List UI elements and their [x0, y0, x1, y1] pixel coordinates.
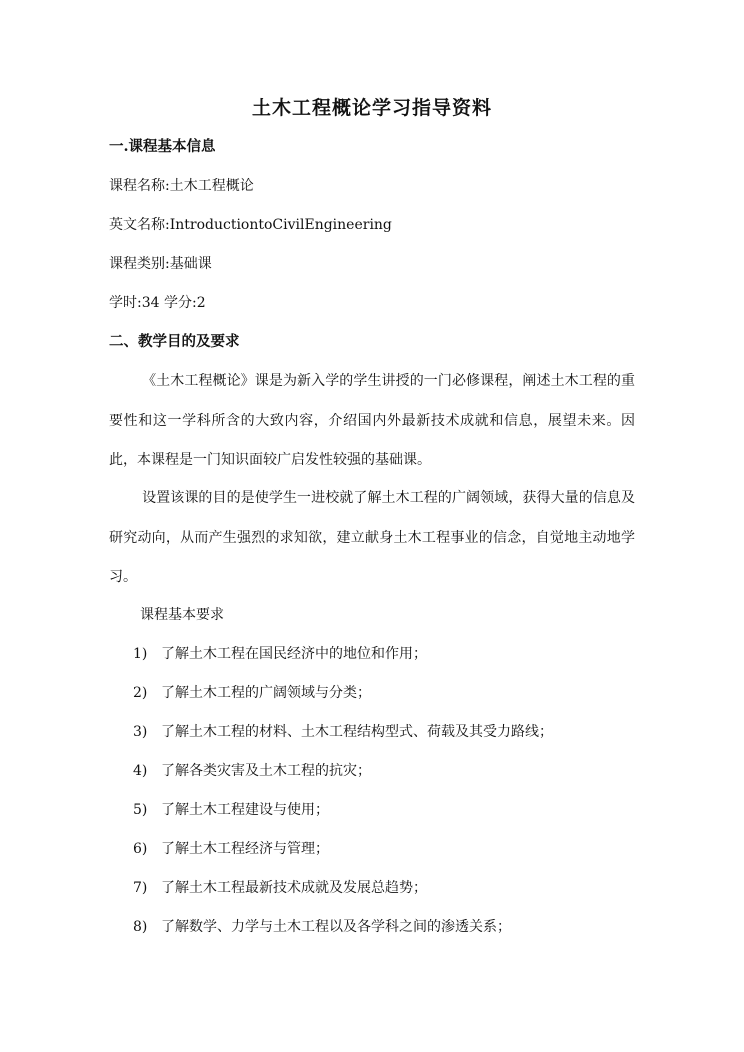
requirement-text: 了解土木工程的广阔领域与分类； — [161, 685, 371, 701]
section1-heading: 一.课程基本信息 — [109, 138, 216, 155]
course-name: 课程名称:土木工程概论 — [109, 178, 254, 194]
requirement-number: 2) — [133, 685, 148, 701]
requirement-text: 了解数学、力学与土木工程以及各学科之间的渗透关系； — [161, 919, 511, 935]
requirements-title: 课程基本要求 — [140, 607, 224, 623]
section2-heading: 二、教学目的及要求 — [109, 333, 240, 350]
paragraph-intro-text: 《土木工程概论》课是为新入学的学生讲授的一门必修课程，阐述土木工程的重要性和这一学科所含的大致内容，介绍国内外最新技术成就和信息，展望未来。因此，本课程是一门知识面较广启发性较强的基础课。 — [109, 373, 635, 468]
requirement-item — [133, 839, 329, 859]
paragraph-purpose-text: 设置该课的目的是使学生一进校就了解土木工程的广阔领域，获得大量的信息及研究动向，从而产生强烈的求知欲，建立献身土木工程事业的信念，自觉地主动地学习。 — [109, 490, 635, 585]
requirement-item — [133, 800, 329, 820]
requirement-item — [133, 878, 427, 898]
requirement-item — [133, 683, 371, 703]
requirement-text: 了解土木工程的材料、土木工程结构型式、荷载及其受力路线； — [161, 724, 553, 740]
requirement-item — [133, 644, 427, 664]
hours-credits: 学时:34 学分:2 — [109, 295, 206, 311]
document-title: 土木工程概论学习指导资料 — [251, 97, 492, 119]
requirement-item — [133, 761, 371, 781]
requirement-number: 7) — [133, 880, 148, 896]
paragraph-purpose — [109, 479, 635, 598]
requirement-number: 8) — [133, 919, 148, 935]
requirement-number: 5) — [133, 802, 148, 818]
requirement-item — [133, 722, 553, 742]
paragraph-intro — [109, 362, 635, 481]
requirement-text: 了解各类灾害及土木工程的抗灾； — [161, 763, 371, 779]
english-name: 英文名称:IntroductiontoCivilEngineering — [109, 217, 392, 233]
requirement-number: 3) — [133, 724, 148, 740]
requirement-text: 了解土木工程建设与使用； — [161, 802, 329, 818]
requirement-number: 4) — [133, 763, 148, 779]
requirement-item — [133, 917, 511, 937]
requirement-number: 6) — [133, 841, 148, 857]
requirement-text: 了解土木工程在国民经济中的地位和作用； — [161, 646, 427, 662]
requirement-text: 了解土木工程经济与管理； — [161, 841, 329, 857]
course-category: 课程类别:基础课 — [109, 256, 212, 272]
requirement-number: 1) — [133, 646, 148, 662]
requirement-text: 了解土木工程最新技术成就及发展总趋势； — [161, 880, 427, 896]
